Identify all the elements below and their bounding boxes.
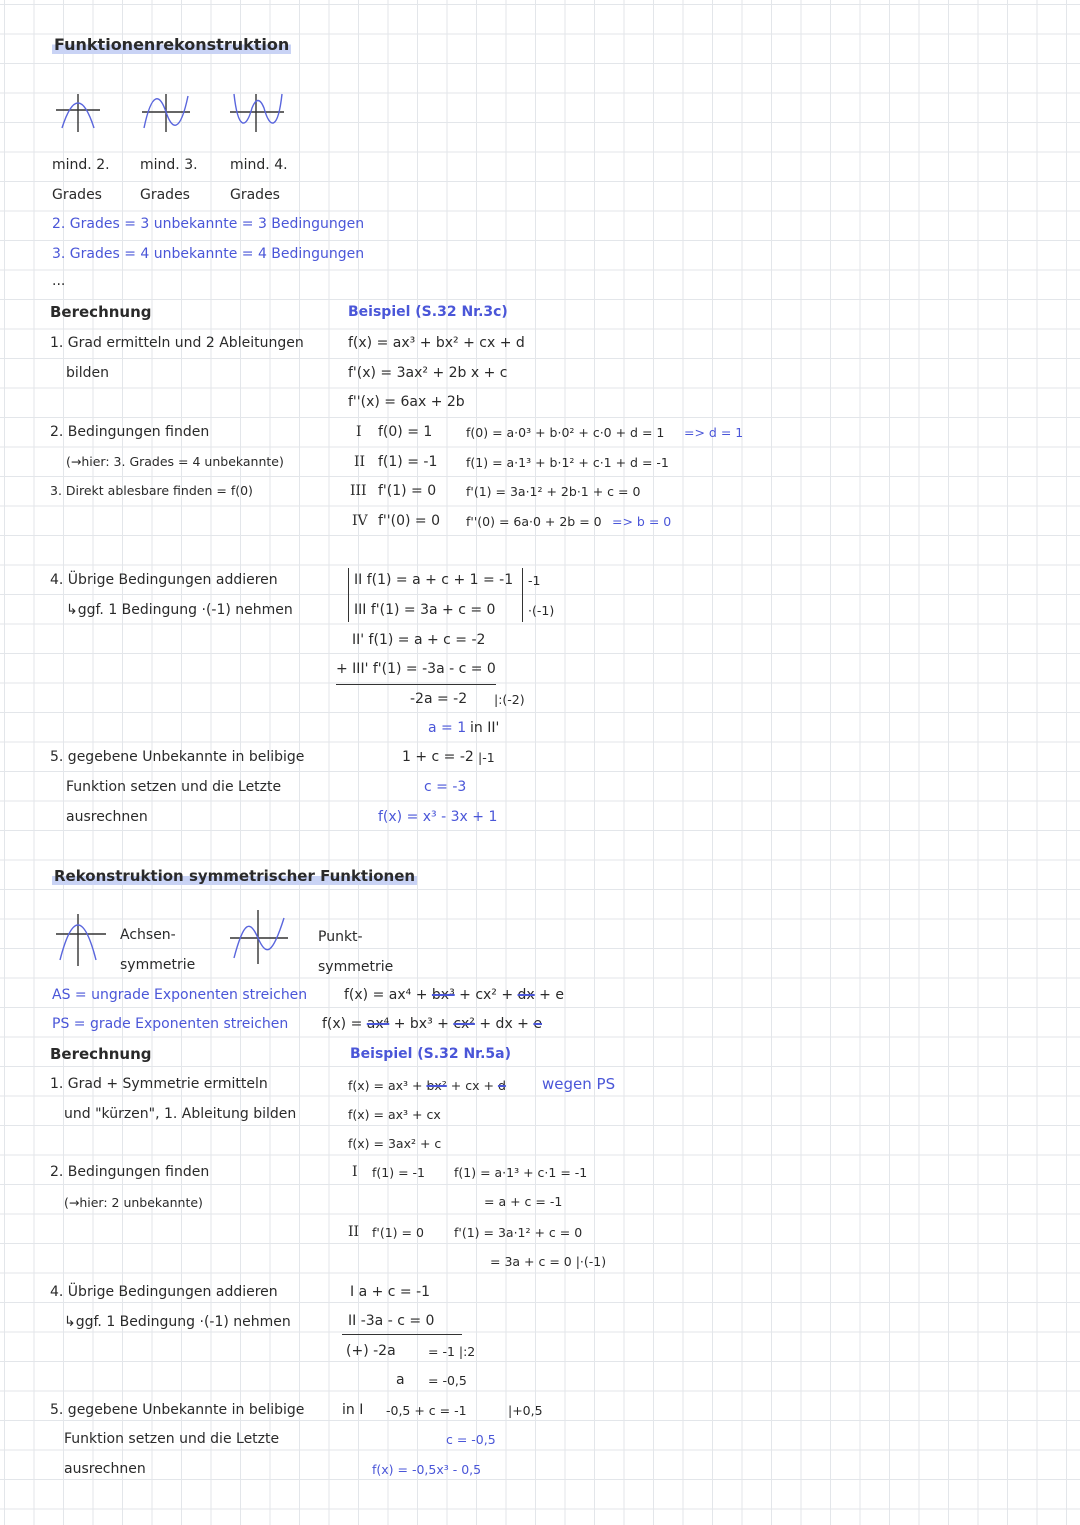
degree-label-4-line2: Grades <box>230 187 280 203</box>
cond3-calculation: f'(1) = 3a·1² + 2b·1 + c = 0 <box>466 484 641 499</box>
step2-line1: 2. Bedingungen finden <box>50 424 210 440</box>
s2-step1-line2: und "kürzen", 1. Ableitung bilden <box>64 1106 297 1122</box>
s2-result-line4: c = -0,5 <box>446 1432 496 1447</box>
cond2-calculation: f(1) = a·1³ + b·1² + c·1 + d = -1 <box>466 455 669 470</box>
section2-heading: Berechnung <box>50 1045 152 1063</box>
cond4-number: IV <box>352 513 368 529</box>
section1-heading: Berechnung <box>50 303 152 321</box>
point-symmetry-sketch-icon <box>230 910 288 964</box>
example2-heading: Beispiel (S.32 Nr.5a) <box>350 1046 511 1062</box>
result-line4: c = -3 <box>424 779 467 795</box>
step1-line2: bilden <box>66 365 110 381</box>
rule-degree-2: 2. Grades = 3 unbekannte = 3 Bedingungen <box>52 216 365 232</box>
s2-cond2-calculation: f'(1) = 3a·1² + c = 0 <box>454 1225 583 1240</box>
s2-cond2-number: II <box>348 1224 360 1240</box>
add-line2-op: ·(-1) <box>528 603 555 618</box>
addition-bracket-left <box>348 568 349 622</box>
cubic-sketch-icon <box>142 94 190 132</box>
degree-label-3-line2: Grades <box>140 187 190 203</box>
s2-sum-line <box>342 1334 462 1335</box>
add-line2: III f'(1) = 3a + c = 0 <box>354 602 496 618</box>
add-line3: II' f(1) = a + c = -2 <box>352 632 486 648</box>
cond1-condition: f(0) = 1 <box>378 424 433 440</box>
degree-label-4-line1: mind. 4. <box>230 157 288 173</box>
add-line1-op: -1 <box>528 573 541 588</box>
cond1-number: I <box>356 424 362 440</box>
s2-step5-line1: 5. gegebene Unbekannte in belibige <box>50 1402 305 1418</box>
example2-result: f(x) = -0,5x³ - 0,5 <box>372 1462 482 1477</box>
s2-result-line3-prefix: in I <box>342 1402 364 1418</box>
rule-ellipsis: ... <box>52 273 66 289</box>
cond3-condition: f'(1) = 0 <box>378 483 437 499</box>
point-symmetry-line2: symmetrie <box>318 959 394 975</box>
cond4-result: => b = 0 <box>612 514 672 529</box>
s2-result-line3: -0,5 + c = -1 <box>386 1403 467 1418</box>
step4-line2: ↳ggf. 1 Bedingung ·(-1) nehmen <box>66 602 293 618</box>
degree-label-2-line1: mind. 2. <box>52 157 110 173</box>
point-symmetry-line1: Punkt- <box>318 929 363 945</box>
curve-sketches <box>48 90 288 140</box>
add-line4: + III' f'(1) = -3a - c = 0 <box>336 661 496 677</box>
s2-cond2-condition: f'(1) = 0 <box>372 1225 424 1240</box>
cond1-calculation: f(0) = a·0³ + b·0² + c·0 + d = 1 <box>466 425 665 440</box>
sum-line <box>336 684 496 685</box>
section2-title: Rekonstruktion symmetrischer Funktionen <box>54 867 416 885</box>
example1-result: f(x) = x³ - 3x + 1 <box>378 809 498 825</box>
s2-result-line1-op: = -1 |:2 <box>428 1344 476 1359</box>
as-rule: AS = ungrade Exponenten streichen <box>52 987 308 1003</box>
degree-label-2-line2: Grades <box>52 187 102 203</box>
page-title: Funktionenrekonstruktion <box>54 35 290 54</box>
result-line1: -2a = -2 <box>410 691 468 707</box>
s2-result-line1: (+) -2a <box>346 1343 396 1359</box>
axis-symmetry-sketch-icon <box>56 914 106 966</box>
step3-line1: 3. Direkt ablesbare finden = f(0) <box>50 483 253 498</box>
s2-cond1-number: I <box>352 1164 358 1180</box>
addition-bracket-right <box>522 568 523 622</box>
step5-line3: ausrechnen <box>66 809 148 825</box>
rule-degree-3: 3. Grades = 4 unbekannte = 4 Bedingungen <box>52 246 365 262</box>
example1-first-derivative: f'(x) = 3ax² + 2b x + c <box>348 365 508 381</box>
s2-step1-line1: 1. Grad + Symmetrie ermitteln <box>50 1076 268 1092</box>
cond4-calculation: f''(0) = 6a·0 + 2b = 0 <box>466 514 602 529</box>
s2-step2-line1: 2. Bedingungen finden <box>50 1164 210 1180</box>
example2-function: f(x) = ax³ + bx² + cx + d <box>348 1078 506 1093</box>
s2-add-line2: II -3a - c = 0 <box>348 1313 435 1329</box>
s2-step5-line3: ausrechnen <box>64 1461 146 1477</box>
quartic-sketch-icon <box>230 94 284 132</box>
example2-short-function: f(x) = ax³ + cx <box>348 1107 441 1122</box>
s2-cond1-calculation2: = a + c = -1 <box>484 1194 563 1209</box>
example2-derivative: f(x) = 3ax² + c <box>348 1136 442 1151</box>
ps-rule: PS = grade Exponenten streichen <box>52 1016 289 1032</box>
cond4-condition: f''(0) = 0 <box>378 513 440 529</box>
s2-cond2-calculation2: = 3a + c = 0 |·(-1) <box>490 1254 607 1269</box>
s2-cond1-calculation: f(1) = a·1³ + c·1 = -1 <box>454 1165 588 1180</box>
s2-step5-line2: Funktion setzen und die Letzte <box>64 1431 280 1447</box>
add-line1: II f(1) = a + c + 1 = -1 <box>354 572 514 588</box>
s2-step4-line2: ↳ggf. 1 Bedingung ·(-1) nehmen <box>64 1314 291 1330</box>
result-line2: a = 1 <box>428 720 467 736</box>
s2-add-line1: I a + c = -1 <box>350 1284 431 1300</box>
cond2-number: II <box>354 454 366 470</box>
ps-function: f(x) = ax⁴ + bx³ + cx² + dx + e <box>322 1016 542 1032</box>
step4-line1: 4. Übrige Bedingungen addieren <box>50 572 278 588</box>
cond1-result: => d = 1 <box>684 425 744 440</box>
cond3-number: III <box>350 483 367 499</box>
s2-result-line2-value: = -0,5 <box>428 1373 467 1388</box>
s2-step2-line2: (→hier: 2 unbekannte) <box>64 1195 203 1210</box>
s2-step4-line1: 4. Übrige Bedingungen addieren <box>50 1284 278 1300</box>
s2-result-line3-op: |+0,5 <box>508 1403 543 1418</box>
step5-line2: Funktion setzen und die Letzte <box>66 779 282 795</box>
example2-note: wegen PS <box>542 1075 616 1093</box>
example1-heading: Beispiel (S.32 Nr.3c) <box>348 304 508 320</box>
result-line3: 1 + c = -2 <box>402 749 474 765</box>
parabola-sketch-icon <box>56 94 100 132</box>
step1-line1: 1. Grad ermitteln und 2 Ableitungen <box>50 335 304 351</box>
degree-label-3-line1: mind. 3. <box>140 157 198 173</box>
step2-line2: (→hier: 3. Grades = 4 unbekannte) <box>66 454 284 469</box>
example1-function: f(x) = ax³ + bx² + cx + d <box>348 335 525 351</box>
as-function: f(x) = ax⁴ + bx³ + cx² + dx + e <box>344 987 564 1003</box>
result-line1-op: |:(-2) <box>494 692 525 707</box>
cond2-condition: f(1) = -1 <box>378 454 438 470</box>
s2-result-line2: a <box>396 1372 405 1388</box>
step5-line1: 5. gegebene Unbekannte in belibige <box>50 749 305 765</box>
axis-symmetry-line1: Achsen- <box>120 927 176 943</box>
result-line2-note: in II' <box>470 720 500 736</box>
result-line3-op: |-1 <box>478 750 495 765</box>
example1-second-derivative: f''(x) = 6ax + 2b <box>348 394 465 410</box>
axis-symmetry-line2: symmetrie <box>120 957 196 973</box>
s2-cond1-condition: f(1) = -1 <box>372 1165 425 1180</box>
